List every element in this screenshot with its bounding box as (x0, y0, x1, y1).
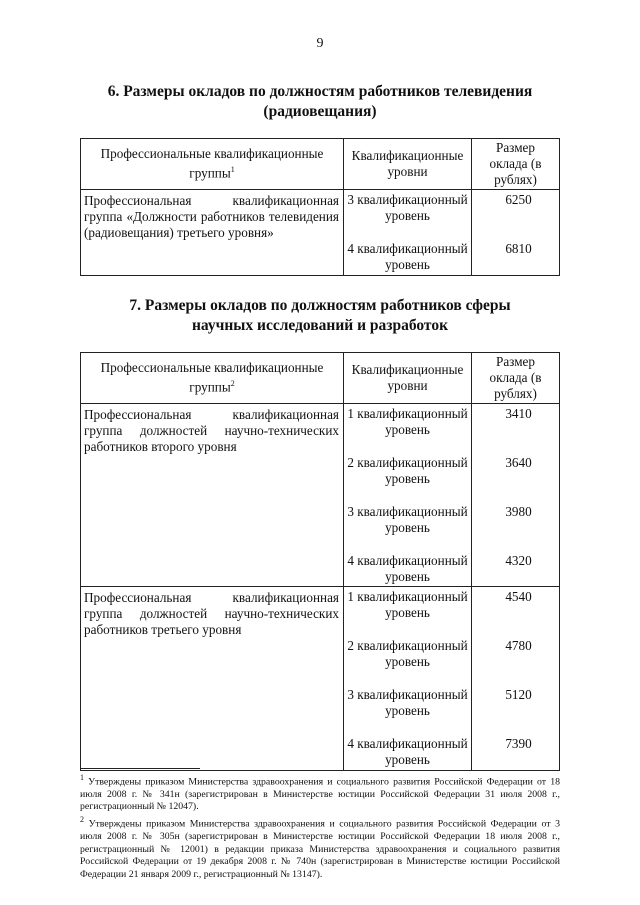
amount-value: 6250 (505, 192, 532, 207)
group-name: Профессиональная квалификационная группа должностей научно-технических работников второго уровня (81, 404, 344, 587)
group-name: Профессиональная квалификационная группа «Должности работников телевидения (радиовещания) третьего уровня» (81, 190, 344, 276)
level-label: 4 квалификационный уровень (347, 241, 468, 272)
level-label: 2 квалификационный уровень (347, 455, 468, 486)
level-cell (344, 404, 472, 587)
group-name: Профессиональная квалификационная группа должностей научно-технических работников третьего уровня (81, 587, 344, 771)
amount-value: 4320 (505, 553, 532, 568)
section7-title-line1: 7. Размеры окладов по должностям работников сферы (129, 297, 511, 314)
page-number: 9 (316, 36, 324, 51)
amount-cell (472, 404, 560, 587)
section6-title-line2: (радиовещания) (263, 103, 377, 120)
table-row (81, 587, 560, 771)
table-row (81, 190, 560, 276)
header-amount-col: Размер оклада (в рублях) (472, 139, 560, 190)
header-group-col: Профессиональные квалификационные группы$^2$ (81, 353, 344, 404)
level-label: 3 квалификационный уровень (347, 687, 468, 718)
footnote-divider (80, 768, 200, 769)
header-amount-col: Размер оклада (в рублях) (472, 353, 560, 404)
level-label: 3 квалификационный уровень (347, 192, 468, 223)
amount-value: 3640 (505, 455, 532, 470)
amount-value: 7390 (505, 736, 532, 751)
level-label: 4 квалификационный уровень (347, 553, 468, 584)
header-level-col: Квалификационные уровни (344, 139, 472, 190)
level-cell (344, 190, 472, 276)
footnote (80, 814, 560, 881)
section7-table (80, 352, 560, 771)
amount-value: 4540 (505, 589, 532, 604)
footnote-mark: 1 (80, 773, 84, 782)
level-label: 3 квалификационный уровень (347, 504, 468, 535)
amount-cell (472, 190, 560, 276)
section7-title (90, 296, 550, 336)
section6-title-line1: 6. Размеры окладов по должностям работников телевидения (107, 83, 533, 100)
amount-value: 6810 (505, 241, 532, 256)
footnote-text: Утверждены приказом Министерства здравоохранения и социального развития Российской Федерации от 18 июля 2008 г. № 341н (зарегистрирован в Министерстве юстиции Российской Федерации 31 июля 2008 г., регистрационный № 12047). (80, 776, 560, 813)
footnotes (80, 772, 560, 881)
amount-value: 3980 (505, 504, 532, 519)
level-label: 1 квалификационный уровень (347, 589, 468, 620)
footnote-text: Утверждены приказом Министерства здравоохранения и социального развития Российской Федерации от 3 июля 2008 г. № 305н (зарегистрирован в Министерстве юстиции Российской Федерации 18 июля 2008 г., регистрационный № 12001) в редакции приказа Министерства здравоохранения и социального развития Российской Федерации от 19 декабря 2008 г. № 740н (зарегистрирован в Министерстве юстиции Российской Федерации 21 января 2009 г., регистрационный № 13147). (80, 818, 560, 880)
table-header-row (81, 139, 560, 190)
table-header-row (81, 353, 560, 404)
footnote-mark: 2 (80, 815, 84, 825)
level-label: 4 квалификационный уровень (347, 736, 468, 767)
amount-value: 3410 (505, 406, 532, 421)
section6-title (90, 82, 550, 122)
footnote-ref: 2 (230, 379, 235, 389)
amount-value: 5120 (505, 687, 532, 702)
header-group-col: Профессиональные квалификационные группы$^1$ (81, 139, 344, 190)
level-label: 1 квалификационный уровень (347, 406, 468, 437)
section7-title-line2: научных исследований и разработок (191, 317, 449, 334)
header-level-col: Квалификационные уровни (344, 353, 472, 404)
amount-cell (472, 587, 560, 771)
section6-table (80, 138, 560, 276)
level-cell (344, 587, 472, 771)
level-label: 2 квалификационный уровень (347, 638, 468, 669)
footnote-ref: 1 (230, 165, 235, 175)
amount-value: 4780 (505, 638, 532, 653)
footnote (80, 772, 560, 814)
table-row (81, 404, 560, 587)
